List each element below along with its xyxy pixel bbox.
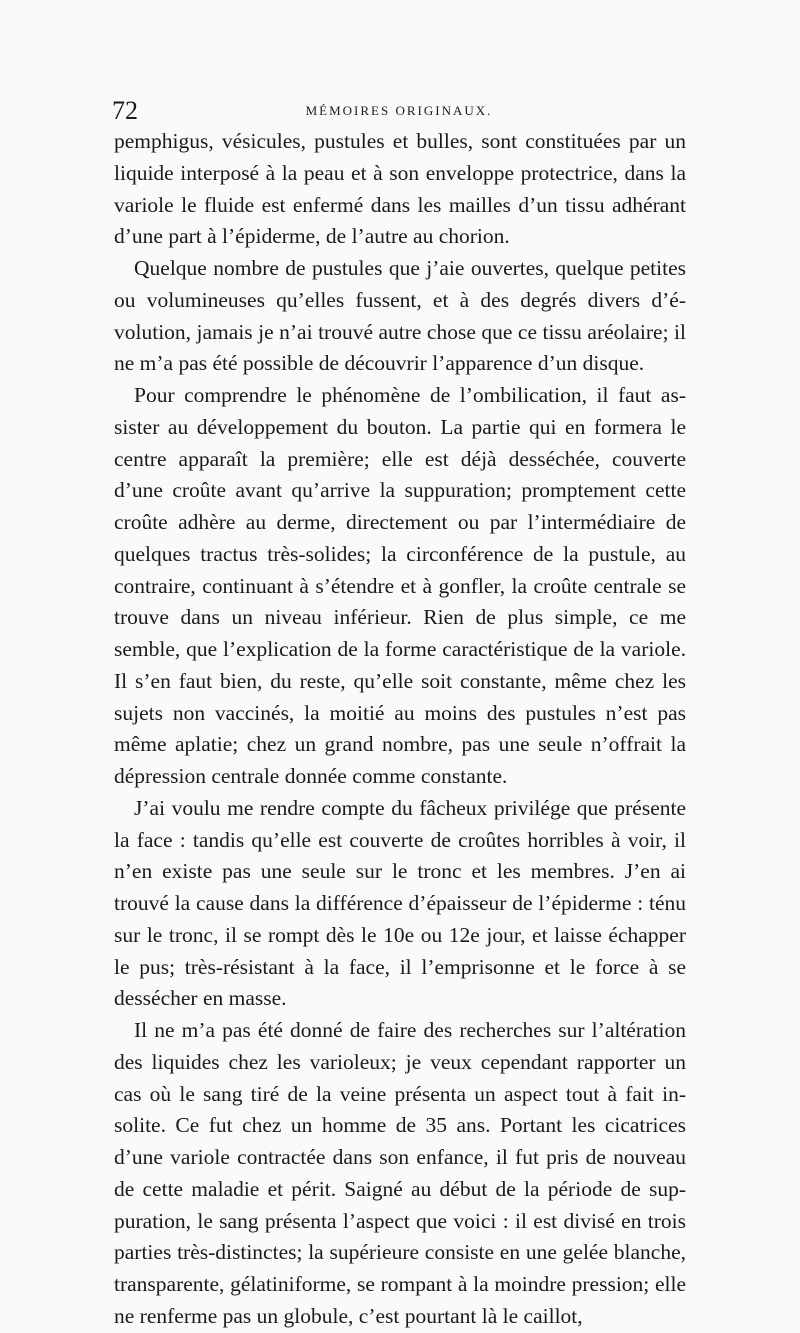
page-header (112, 97, 686, 125)
paragraph: J’ai voulu me rendre compte du fâcheux privilége que présente la face : tandis qu’elle est couverte de croûtes horribles à voir, il n’en existe pas une seule sur le tronc et les membres. J’en ai trouvé la cause dans la différence d’épaisseur de l’épiderme : ténu sur le tronc, il se rompt dès le 10e ou 12e jour, et laisse échapper le pus; très-résistant à la face, il l’emprisonne et le force à se dessécher en masse. (114, 795, 686, 1011)
paragraph: Pour comprendre le phénomène de l’ombilication, il faut assister au développement du bouton. La partie qui en formera le centre apparaît la première; elle est déjà desséchée, couverte d’une croûte avant qu’arrive la suppuration; promptement cette croûte adhère au derme, directement ou par l’intermédiaire de quelques tractus très-solides; la circonférence de la pustule, au contraire, continuant à s’étendre et à gonfler, la croûte centrale se trouve dans un niveau inférieur. Rien de plus simple, ce me semble, que l’explication de la forme caractéristique de la variole. Il s’en faut bien, du reste, qu’elle soit constante, même chez les sujets non vaccinés, la moitié au moins des pustules n’est pas même aplatie; chez un grand nombre, pas une seule n’offrait la dépression centrale donnée comme constante. (114, 383, 686, 788)
body-text (114, 126, 686, 1333)
paragraph: pemphigus, vésicules, pustules et bulles, sont constituées par un liquide interposé à la peau et à son enveloppe protectrice, dans la variole le fluide est enfermé dans les mailles d’un tissu adhérant d’une part à l’épiderme, de l’autre au chorion. (114, 129, 686, 249)
paragraph: Quelque nombre de pustules que j’aie ouvertes, quelque petites ou volumineuses qu’elles fussent, et à des degrés divers d’évolution, jamais je n’ai trouvé autre chose que ce tissu aréolaire; il ne m’a pas été possible de découvrir l’apparence d’un disque. (114, 256, 686, 376)
page-number: 72 (112, 96, 138, 125)
running-title: MÉMOIRES ORIGINAUX. (305, 103, 493, 118)
paragraph: Il ne m’a pas été donné de faire des recherches sur l’altération des liquides chez les varioleux; je veux cependant rapporter un cas où le sang tiré de la veine présenta un aspect tout à fait insolite. Ce fut chez un homme de 35 ans. Portant les cicatrices d’une variole contractée dans son enfance, il fut pris de nouveau de cette maladie et périt. Saigné au début de la période de suppuration, le sang présenta l’aspect que voici : il est divisé en trois parties très-distinctes; la supérieure consiste en une gelée blanche, transparente, gélatiniforme, se rompant à la moindre pression; elle ne renferme pas un globule, c’est pourtant là le caillot, (114, 1018, 686, 1328)
